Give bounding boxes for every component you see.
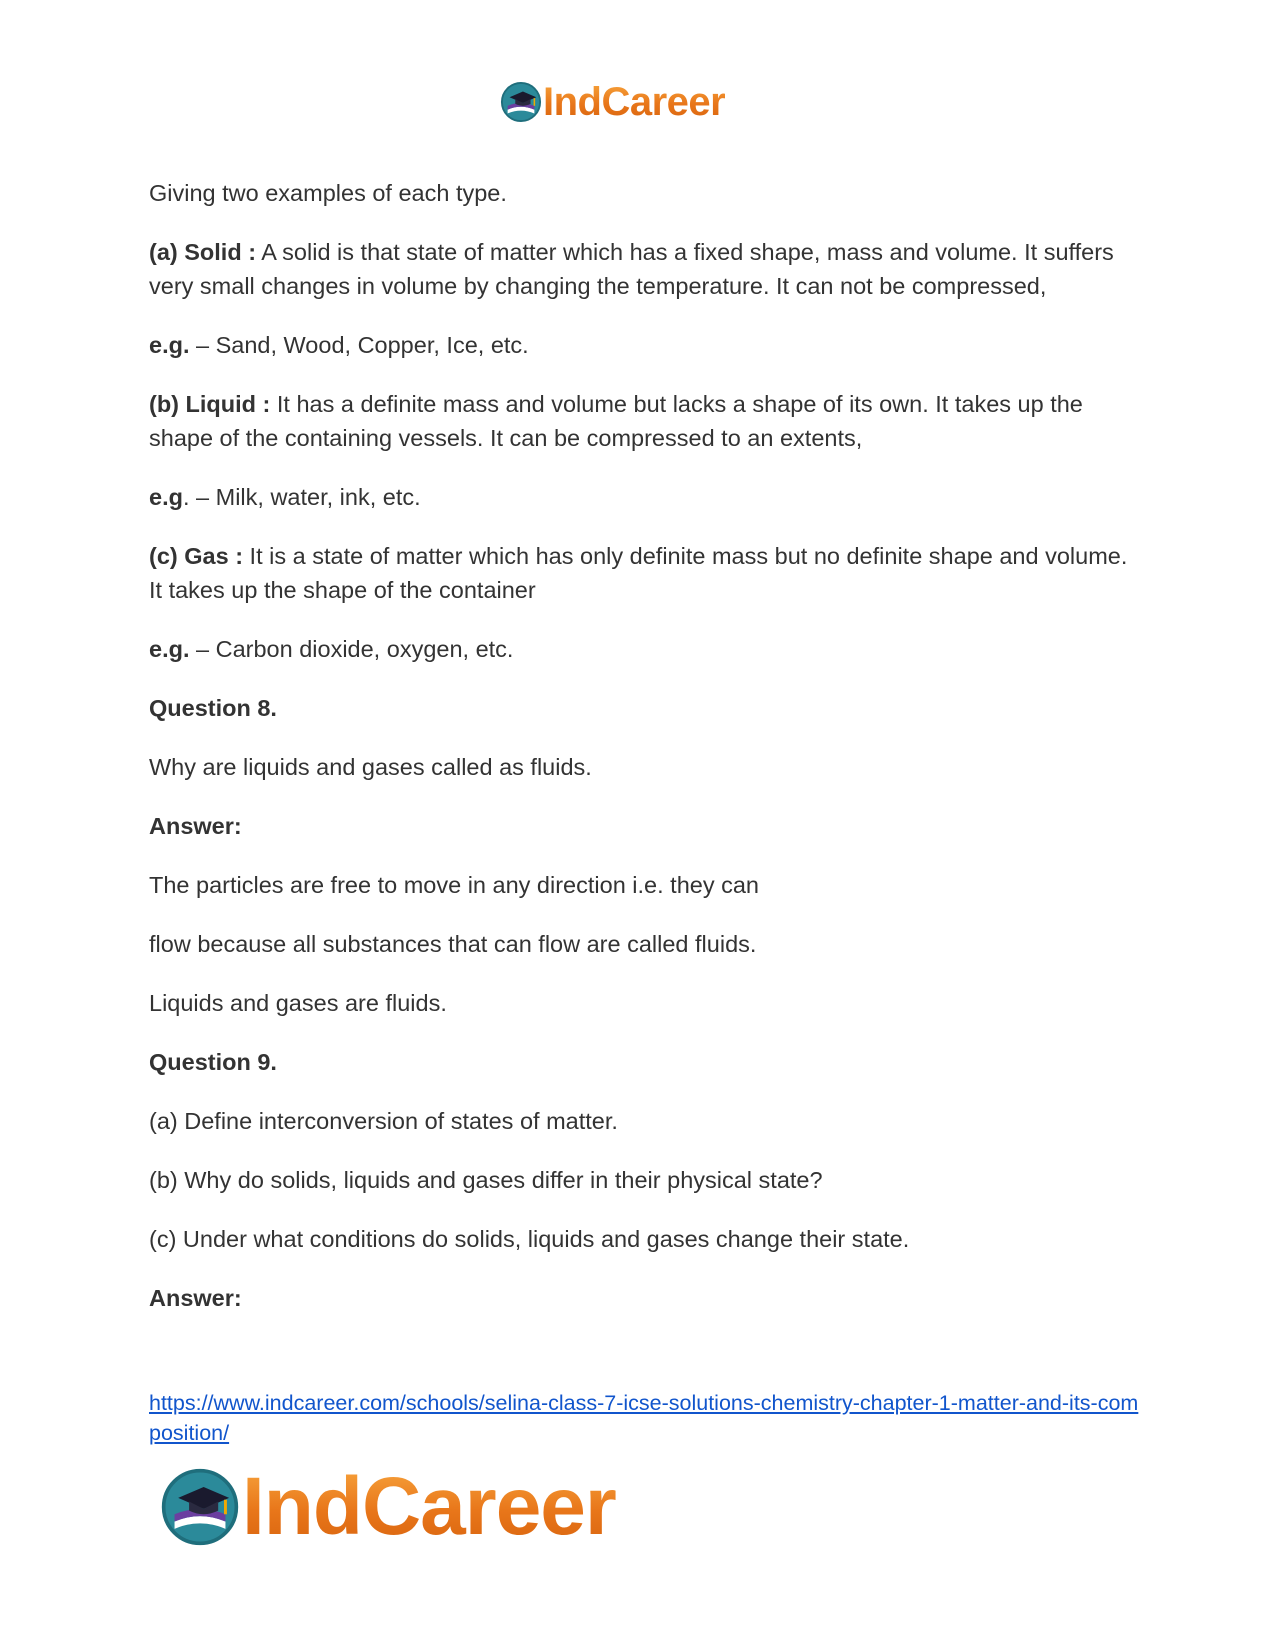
source-link[interactable]: https://www.indcareer.com/schools/selina-class-7-icse-solutions-chemistry-chapter-1-matter-and-its-composition/ — [149, 1391, 1139, 1445]
solid-definition — [149, 235, 1129, 303]
header-logo — [500, 80, 725, 124]
question-9-part-c: (c) Under what conditions do solids, liquids and gases change their state. — [149, 1226, 910, 1252]
liquid-eg-text: . – Milk, water, ink, etc. — [182, 484, 421, 510]
logo-wordmark: IndCareer — [543, 80, 726, 124]
gas-label: (c) Gas : — [149, 543, 244, 569]
liquid-examples — [149, 480, 1129, 514]
solid-label: (a) Solid : — [149, 239, 257, 265]
gas-eg-text: – Carbon dioxide, oxygen, etc. — [189, 636, 514, 662]
solid-eg-label: e.g. — [149, 332, 190, 358]
question-9-heading: Question 9. — [149, 1049, 277, 1075]
intro-text: Giving two examples of each type. — [149, 180, 507, 206]
solid-examples — [149, 328, 1129, 362]
question-8-heading: Question 8. — [149, 695, 277, 721]
liquid-eg-label: e.g — [149, 484, 183, 510]
liquid-definition — [149, 387, 1129, 455]
gas-examples — [149, 632, 1129, 666]
liquid-label: (b) Liquid : — [149, 391, 271, 417]
graduation-cap-books-icon — [160, 1467, 240, 1547]
graduation-cap-books-icon — [500, 81, 542, 123]
document-body — [149, 176, 1129, 1340]
question-9-part-a: (a) Define interconversion of states of matter. — [149, 1108, 618, 1134]
question-8-text: Why are liquids and gases called as fluids. — [149, 754, 592, 780]
footer-logo — [160, 1462, 616, 1552]
gas-eg-label: e.g. — [149, 636, 190, 662]
logo-wordmark: IndCareer — [242, 1461, 616, 1552]
liquid-text: It has a definite mass and volume but lacks a shape of its own. It takes up the shape of the containing vessels. It can be compressed to an extents, — [149, 391, 1083, 451]
question-9-answer-heading: Answer: — [149, 1285, 242, 1311]
question-8-answer-line-3: Liquids and gases are fluids. — [149, 990, 447, 1016]
question-9-part-b: (b) Why do solids, liquids and gases differ in their physical state? — [149, 1167, 823, 1193]
question-8-answer-line-1: The particles are free to move in any direction i.e. they can — [149, 872, 760, 898]
gas-definition — [149, 539, 1129, 607]
gas-text: It is a state of matter which has only definite mass but no definite shape and volume. It takes up the shape of the container — [149, 543, 1128, 603]
question-8-answer-heading: Answer: — [149, 813, 242, 839]
solid-text: A solid is that state of matter which has a fixed shape, mass and volume. It suffers very small changes in volume by changing the temperature. It can not be compressed, — [149, 239, 1114, 299]
solid-eg-text: – Sand, Wood, Copper, Ice, etc. — [189, 332, 529, 358]
question-8-answer-line-2: flow because all substances that can flow are called fluids. — [149, 931, 757, 957]
